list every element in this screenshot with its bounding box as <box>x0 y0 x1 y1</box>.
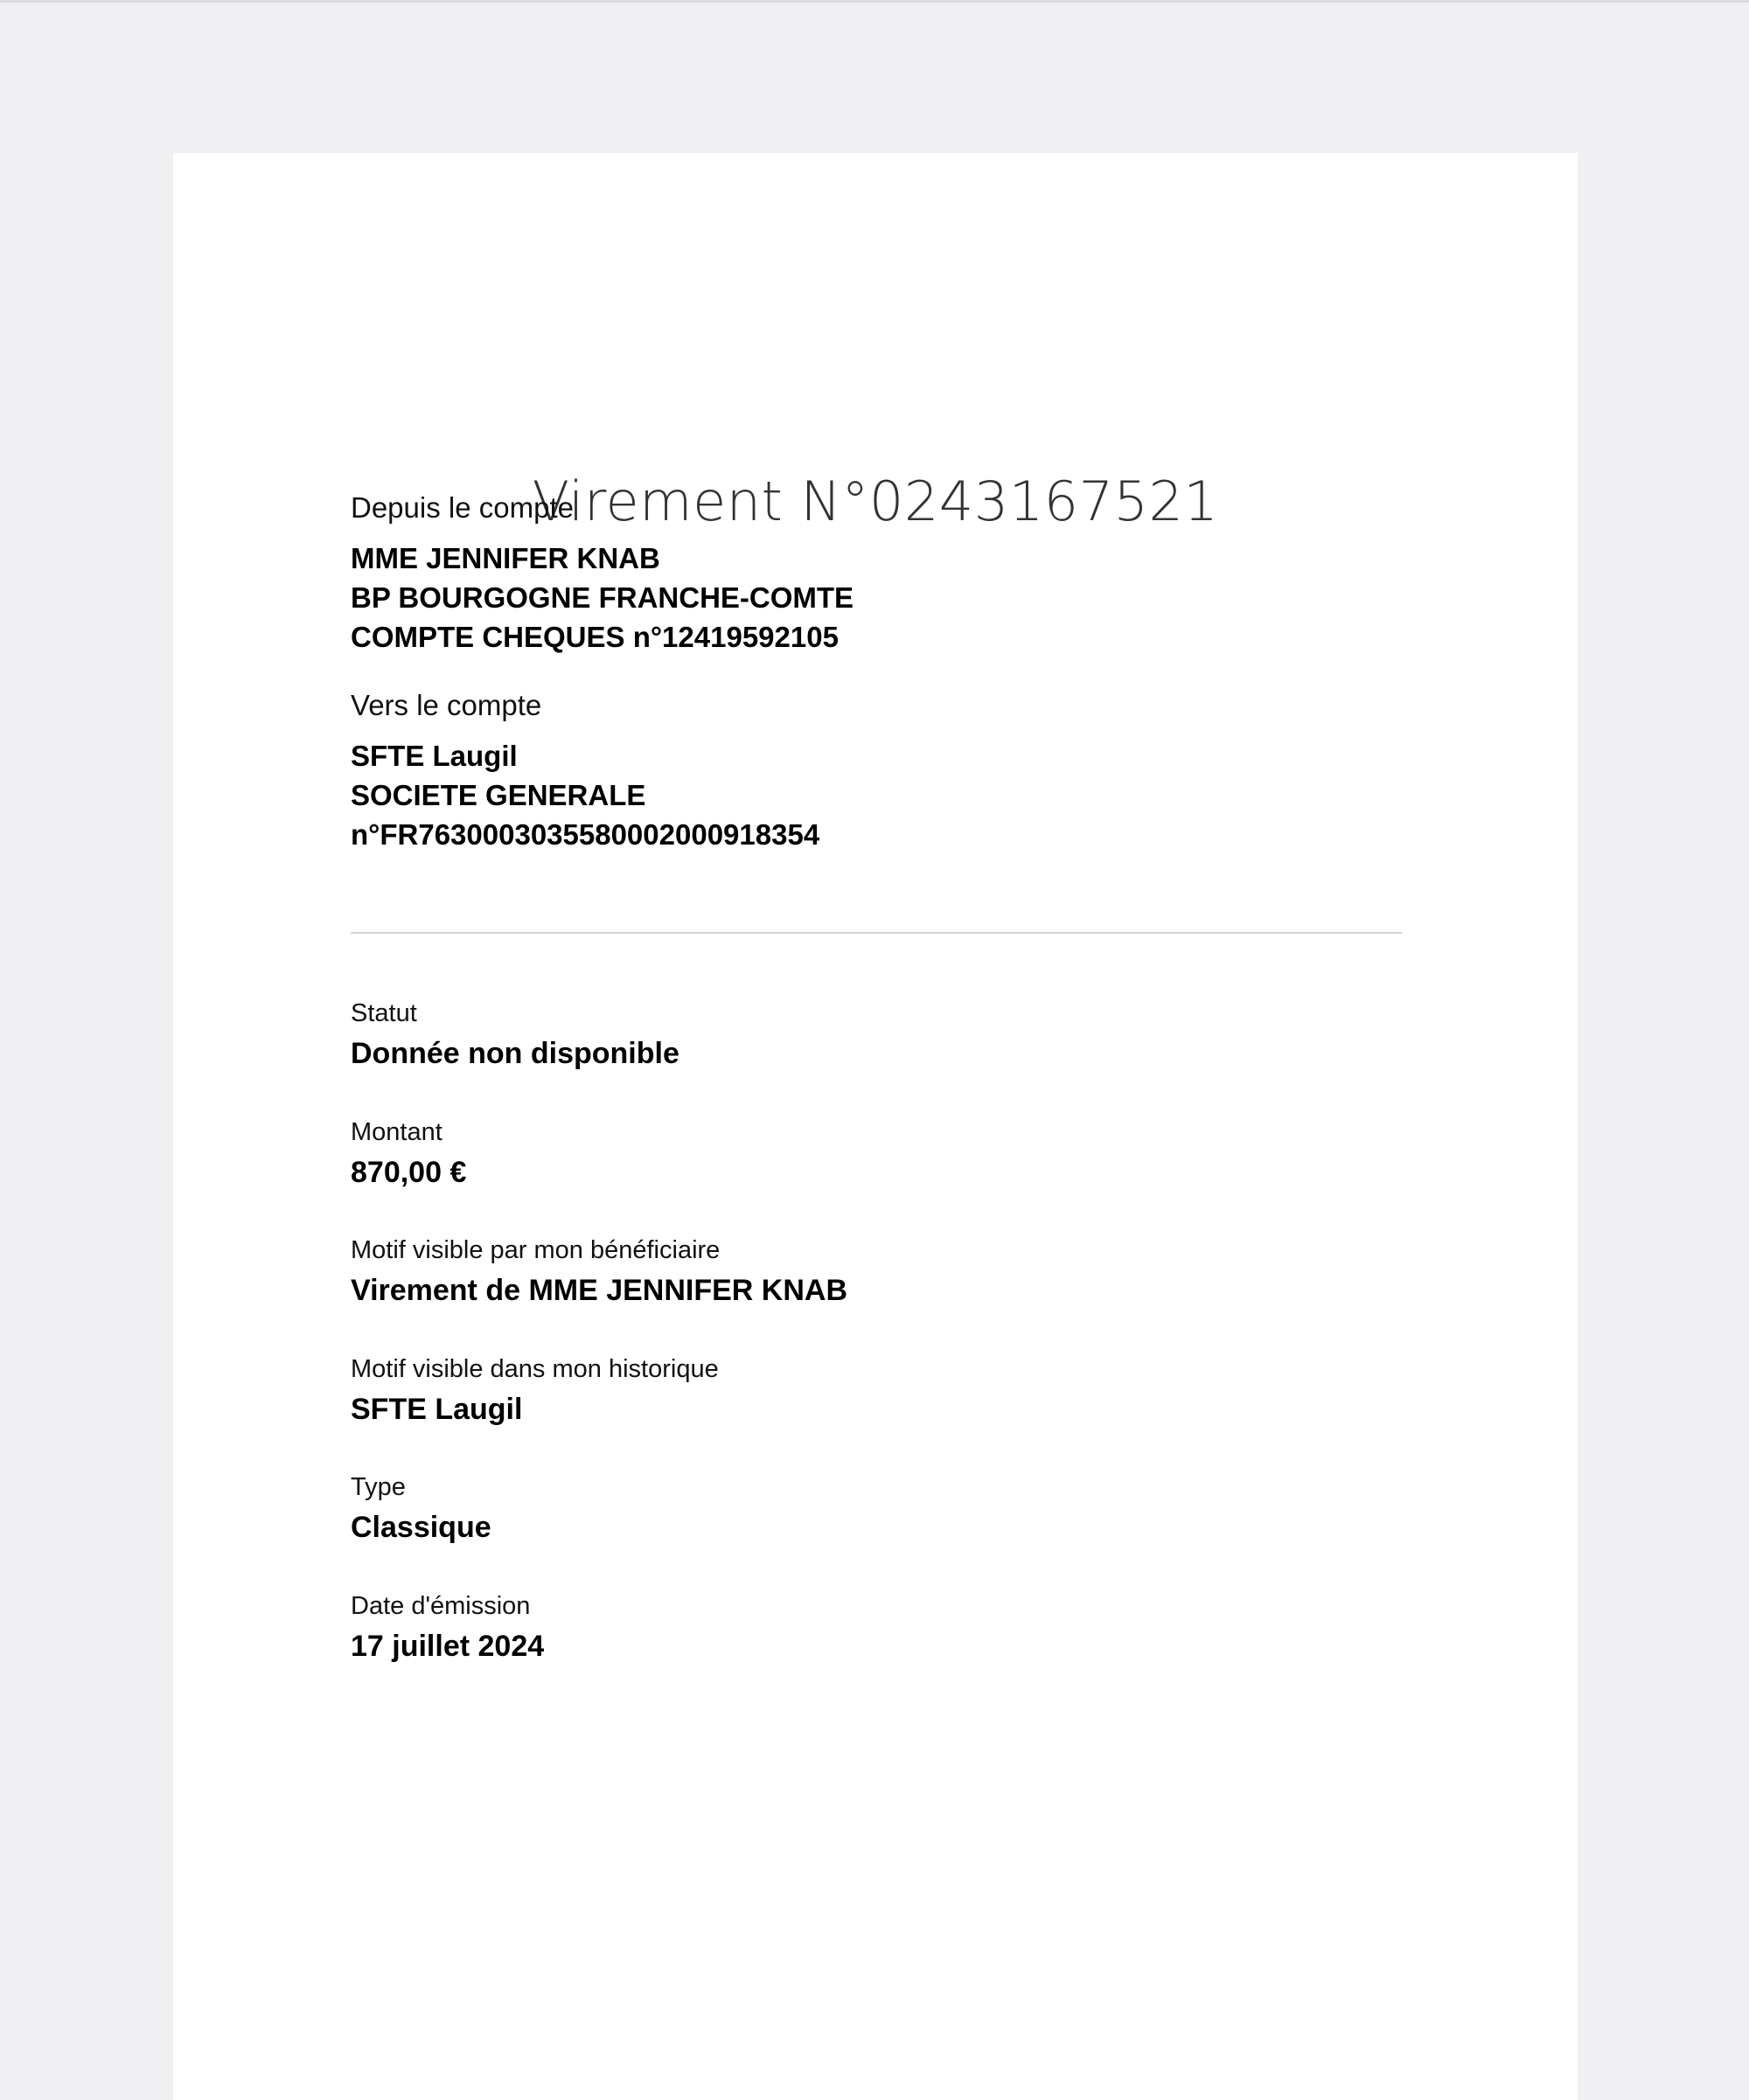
from-account-bank: BP BOURGOGNE FRANCHE-COMTE <box>351 581 854 614</box>
from-account-block <box>351 539 854 657</box>
status-value: Donnée non disponible <box>351 1037 679 1070</box>
issue-date-value: 17 juillet 2024 <box>351 1630 545 1663</box>
issue-date-label: Date d'émission <box>351 1592 531 1620</box>
window-top-border <box>0 0 1749 3</box>
document-title: Virement N°0243167521 <box>532 469 1219 533</box>
history-reason-label: Motif visible dans mon historique <box>351 1355 719 1383</box>
type-label: Type <box>351 1473 406 1501</box>
document-sheet <box>173 153 1578 2100</box>
history-reason-value: SFTE Laugil <box>351 1393 523 1426</box>
to-account-label: Vers le compte <box>351 689 542 721</box>
to-account-number: n°FR7630003035580002000918354 <box>351 818 820 851</box>
beneficiary-reason-label: Motif visible par mon bénéficiaire <box>351 1236 721 1264</box>
amount-label: Montant <box>351 1118 442 1146</box>
beneficiary-reason-value: Virement de MME JENNIFER KNAB <box>351 1274 848 1307</box>
to-account-bank: SOCIETE GENERALE <box>351 779 646 811</box>
from-account-label: Depuis le compte <box>351 491 574 524</box>
amount-value: 870,00 € <box>351 1156 467 1189</box>
from-account-holder: MME JENNIFER KNAB <box>351 542 660 574</box>
from-account-number: COMPTE CHEQUES n°12419592105 <box>351 621 839 653</box>
to-account-holder: SFTE Laugil <box>351 740 518 772</box>
type-value: Classique <box>351 1511 491 1544</box>
section-divider <box>351 932 1402 934</box>
to-account-block <box>351 736 819 854</box>
status-label: Statut <box>351 999 417 1027</box>
